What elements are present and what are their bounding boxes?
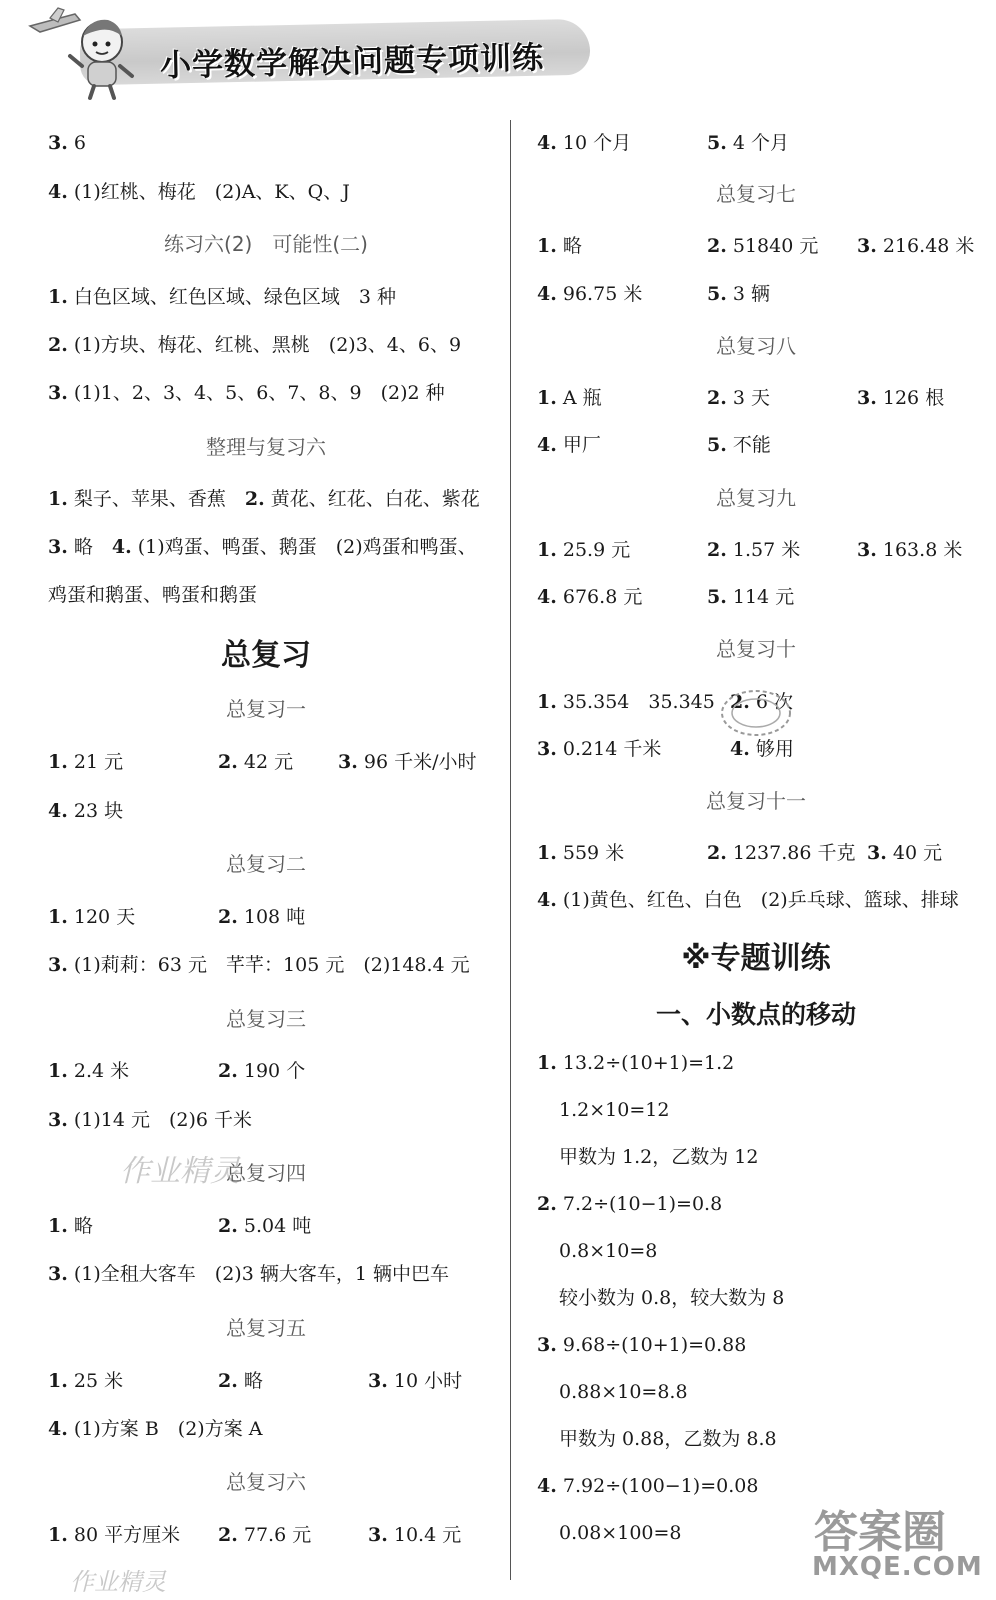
answer-line: 1. 略 (48, 1215, 93, 1237)
answer-line: 2. (1)方块、梅花、红桃、黑桃 (2)3、4、6、9 (48, 334, 462, 356)
section-heading: 总复习八 (716, 334, 796, 358)
answer-line: 2. 1237.86 千克 (707, 842, 856, 864)
watermark-text: 作业精灵 (70, 1568, 166, 1596)
answer-line: 3. 略 4. (1)鸡蛋、鸭蛋、鹅蛋 (2)鸡蛋和鸭蛋、 (48, 536, 477, 558)
answer-line: 5. 114 元 (707, 586, 795, 608)
answer-line: 3. 10 小时 (368, 1370, 463, 1392)
answer-line: 3. 10.4 元 (368, 1524, 462, 1546)
book-title: 小学数学解决问题专项训练 (159, 39, 545, 85)
answer-line: 4. 7.92÷(100−1)=0.08 (537, 1475, 759, 1497)
answer-line: 3. (1)14 元 (2)6 千米 (48, 1109, 253, 1131)
answer-line: 3. (1)全租大客车 (2)3 辆大客车，1 辆中巴车 (48, 1263, 449, 1285)
answer-line: 4. 够用 (730, 738, 794, 760)
answer-line: 2. 7.2÷(10−1)=0.8 (537, 1193, 723, 1215)
answer-line: 2. 42 元 (218, 751, 294, 773)
section-heading: 总复习三 (226, 1007, 306, 1031)
answer-line: 4. 676.8 元 (537, 586, 643, 608)
answer-line: 1. 35.354 35.345 (537, 691, 715, 713)
section-heading: 总复习一 (226, 697, 306, 721)
answer-line: 1. A 瓶 (537, 387, 602, 409)
answer-line: 甲数为 0.88，乙数为 8.8 (559, 1428, 777, 1450)
section-heading: 整理与复习六 (206, 435, 326, 459)
answer-line: 1.2×10=12 (559, 1099, 670, 1121)
answer-line: 3. 126 根 (857, 387, 945, 409)
answer-line: 1. 白色区域、红色区域、绿色区域 3 种 (48, 286, 397, 308)
answer-line: 4. (1)黄色、红色、白色 (2)乒乓球、篮球、排球 (537, 889, 959, 911)
answer-line: 3. 9.68÷(10+1)=0.88 (537, 1334, 747, 1356)
answer-line: 4. 23 块 (48, 800, 124, 822)
answer-line: 2. 108 吨 (218, 906, 306, 928)
section-heading: 总复习七 (716, 182, 796, 206)
section-heading: 总复习五 (226, 1316, 306, 1340)
answer-line: 1. 梨子、苹果、香蕉 2. 黄花、红花、白花、紫花 (48, 488, 480, 510)
answer-line: 1. 120 天 (48, 906, 136, 928)
answer-line: 2. 77.6 元 (218, 1524, 312, 1546)
answer-line: 1. 21 元 (48, 751, 124, 773)
answer-line: 2. 190 个 (218, 1060, 306, 1082)
answer-line: 4. 甲厂 (537, 434, 601, 456)
answer-line: 4. (1)方案 B (2)方案 A (48, 1418, 263, 1440)
section-heading: 总复习二 (226, 852, 306, 876)
answer-line: 甲数为 1.2，乙数为 12 (559, 1146, 759, 1168)
answer-line: 1. 25 米 (48, 1370, 124, 1392)
answer-line: 4. 10 个月 (537, 132, 632, 154)
answer-line: 5. 不能 (707, 434, 771, 456)
answer-line: 1. 80 平方厘米 (48, 1524, 181, 1546)
answer-line: 4. (1)红桃、梅花 (2)A、K、Q、J (48, 181, 350, 203)
stamp-seal-icon (718, 688, 794, 738)
watermark-text: 作业精灵 (120, 1154, 240, 1189)
watermark-logo-text: 答案圈 (814, 1507, 946, 1558)
answer-line: 4. 96.75 米 (537, 283, 643, 305)
answer-line: 3. 0.214 千米 (537, 738, 662, 760)
answer-line: 2. 51840 元 (707, 235, 819, 257)
answer-line: 3. 6 (48, 132, 86, 154)
section-heading: 总复习十 (716, 637, 796, 661)
answer-line: 0.08×100=8 (559, 1522, 682, 1544)
section-heading: 总复习四 (226, 1161, 306, 1185)
section-heading: 总复习十一 (706, 789, 806, 813)
answer-line: 3. 96 千米/小时 (338, 751, 477, 773)
answer-line: 3. 40 元 (867, 842, 943, 864)
answer-line: 2. 略 (218, 1370, 263, 1392)
watermark-url: MXQE.COM (812, 1552, 983, 1582)
answer-line: 2. 5.04 吨 (218, 1215, 312, 1237)
answer-line: 0.8×10=8 (559, 1240, 658, 1262)
answer-line: 1. 略 (537, 235, 582, 257)
answer-line: 较小数为 0.8，较大数为 8 (559, 1287, 785, 1309)
section-heading: 总复习六 (226, 1470, 306, 1494)
answer-line: 1. 2.4 米 (48, 1060, 130, 1082)
topic-title: 一、小数点的移动 (655, 1000, 857, 1029)
answer-line: 2. 1.57 米 (707, 539, 801, 561)
answer-line: 3. 163.8 米 (857, 539, 963, 561)
site-watermark (804, 1496, 983, 1586)
chapter-title: ※专题训练 (681, 941, 831, 976)
answer-line: 2. 6 次 (730, 691, 794, 713)
mascot-boy-airplane-icon (20, 6, 150, 101)
answer-line: 3. (1)1、2、3、4、5、6、7、8、9 (2)2 种 (48, 382, 445, 404)
answer-line: 3. 216.48 米 (857, 235, 975, 257)
answer-line: 5. 3 辆 (707, 283, 771, 305)
answer-line: 3. (1)莉莉：63 元 芊芊：105 元 (2)148.4 元 (48, 954, 470, 976)
section-heading: 练习六(2) 可能性(二) (164, 232, 368, 256)
answer-line: 1. 13.2÷(10+1)=1.2 (537, 1052, 735, 1074)
answer-line: 1. 559 米 (537, 842, 625, 864)
header-banner (20, 6, 595, 101)
answer-line: 1. 25.9 元 (537, 539, 631, 561)
answer-line: 0.88×10=8.8 (559, 1381, 688, 1403)
column-divider (510, 120, 511, 1580)
chapter-title: 总复习 (221, 638, 311, 673)
answer-line: 5. 4 个月 (707, 132, 790, 154)
answer-line: 鸡蛋和鹅蛋、鸭蛋和鹅蛋 (48, 584, 258, 606)
section-heading: 总复习九 (716, 486, 796, 510)
answer-line: 2. 3 天 (707, 387, 771, 409)
